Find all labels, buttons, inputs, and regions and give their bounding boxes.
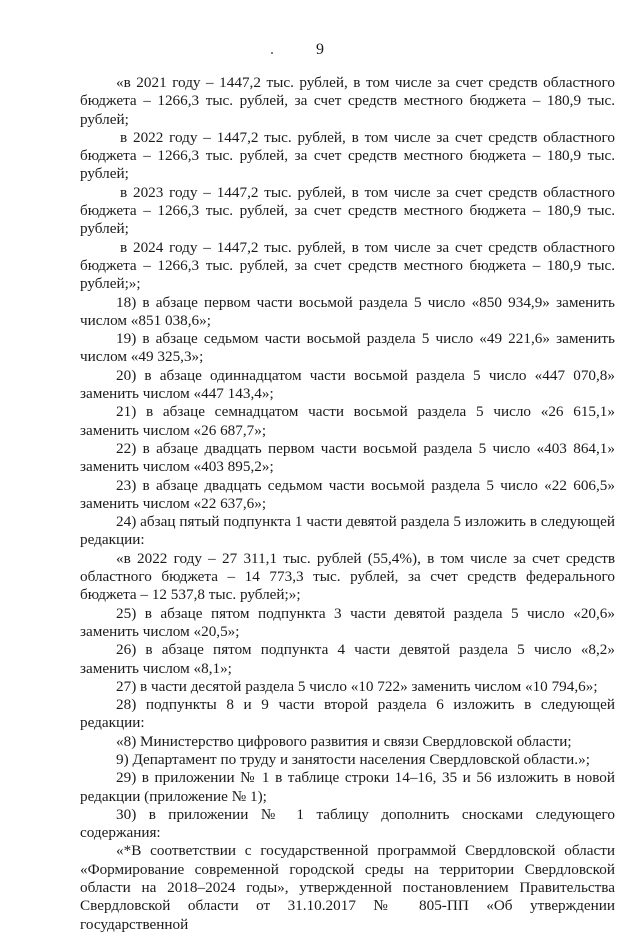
paragraph-item-28-sub-8: «8) Министерство цифрового развития и связи Свердловской области; <box>116 732 572 750</box>
paragraph-item-30: 30) в приложении № 1 таблицу дополнить сносками следующего содержания: <box>80 805 615 842</box>
paragraph-item-28: 28) подпункты 8 и 9 части второй раздела 6 изложить в следующей редакции: <box>80 696 615 732</box>
paragraph-item-22: 22) в абзаце двадцать первом части восьмой раздела 5 число «403 864,1» заменить числом «403 895,2»; <box>80 439 615 476</box>
paragraph-item-21: 21) в абзаце семнадцатом части восьмой раздела 5 число «26 615,1» заменить числом «26 687,7»; <box>80 403 615 439</box>
paragraph-2022-funding: в 2022 году – 1447,2 тыс. рублей, в том числе за счет средств областного бюджета – 1266,3 тыс. рублей, за счет средств местного бюджета – 180,9 тыс. рублей; <box>80 128 615 183</box>
paragraph-item-19: 19) в абзаце седьмом части восьмой раздела 5 число «49 221,6» заменить числом «49 325,3»; <box>80 330 615 366</box>
page-number: 9 <box>316 41 324 58</box>
paragraph-item-24-text: «в 2022 году – 27 311,1 тыс. рублей (55,4%), в том числе за счет средств областного бюджета – 14 773,3 тыс. рублей, за счет средств федерального бюджета – 12 537,8 тыс. рублей;»; <box>80 549 615 604</box>
paragraph-item-28-sub-9: 9) Департамент по труду и занятости населения Свердловской области.»; <box>116 750 590 768</box>
document-body <box>80 74 615 934</box>
paragraph-item-25: 25) в абзаце пятом подпункта 3 части девятой раздела 5 число «20,6» заменить числом «20,5»; <box>80 604 615 640</box>
paragraph-item-18: 18) в абзаце первом части восьмой раздела 5 число «850 934,9» заменить числом «851 038,6»; <box>80 293 615 329</box>
paragraph-item-20: 20) в абзаце одиннадцатом части восьмой раздела 5 число «447 070,8» заменить числом «447 143,4»; <box>80 366 615 403</box>
paragraph-item-23: 23) в абзаце двадцать седьмом части восьмой раздела 5 число «22 606,5» заменить числом «22 637,6»; <box>80 476 615 512</box>
paragraph-item-26: 26) в абзаце пятом подпункта 4 части девятой раздела 5 число «8,2» заменить числом «8,1»; <box>80 641 615 677</box>
paragraph-2021-funding: «в 2021 году – 1447,2 тыс. рублей, в том числе за счет средств областного бюджета – 1266,3 тыс. рублей, за счет средств местного бюджета – 180,9 тыс. рублей; <box>80 74 615 128</box>
paragraph-item-27: 27) в части десятой раздела 5 число «10 722» заменить числом «10 794,6»; <box>116 677 598 695</box>
paragraph-item-29: 29) в приложении № 1 в таблице строки 14–16, 35 и 56 изложить в новой редакции (приложение № 1); <box>80 769 615 805</box>
paragraph-item-24: 24) абзац пятый подпункта 1 части девятой раздела 5 изложить в следующей редакции: <box>80 513 615 549</box>
paragraph-footnote-text: «*В соответствии с государственной программой Свердловской области «Формирование современной городской среды на территории Свердловской области на 2018–2024 годы», утвержденной постановлением Правительства Свердловской области от 31.10.2017 № 805-ПП «Об утверждении государственной <box>80 842 615 933</box>
paragraph-2023-funding: в 2023 году – 1447,2 тыс. рублей, в том числе за счет средств областного бюджета – 1266,3 тыс. рублей, за счет средств местного бюджета – 180,9 тыс. рублей; <box>80 183 615 238</box>
paragraph-2024-funding: в 2024 году – 1447,2 тыс. рублей, в том числе за счет средств областного бюджета – 1266,3 тыс. рублей, за счет средств местного бюджета – 180,9 тыс. рублей;»; <box>80 238 615 293</box>
